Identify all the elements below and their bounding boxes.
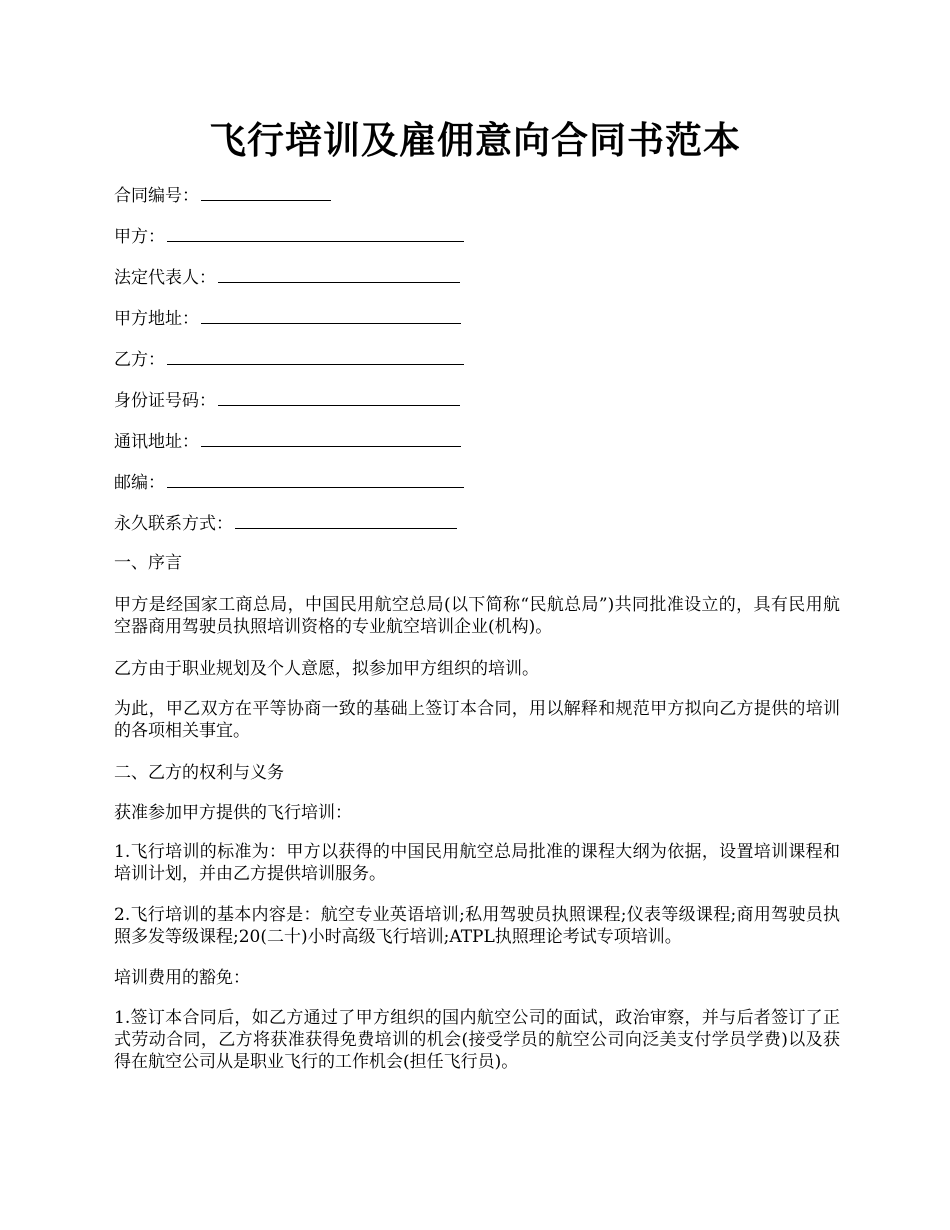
field-party-b <box>114 347 464 371</box>
paragraph: 培训费用的豁免： <box>114 968 250 988</box>
field-postcode <box>114 470 464 494</box>
paragraph: 1.飞行培训的标准为：甲方以获得的中国民用航空总局批准的课程大纲为依据，设置培训课程和培训计划，并由乙方提供培训服务。 <box>114 842 840 884</box>
paragraph: 获准参加甲方提供的飞行培训： <box>114 803 352 823</box>
field-blank-line[interactable] <box>167 224 464 242</box>
section-heading-rights: 二、乙方的权利与义务 <box>114 763 284 783</box>
field-blank-line[interactable] <box>167 470 464 488</box>
field-contract-number <box>114 183 331 207</box>
paragraph: 甲方是经国家工商总局，中国民用航空总局(以下简称“民航总局”)共同批准设立的，具有民用航空器商用驾驶员执照培训资格的专业航空培训企业(机构)。 <box>114 595 840 637</box>
field-mailing-address <box>114 429 461 453</box>
document-title: 飞行培训及雇佣意向合同书范本 <box>209 118 741 162</box>
field-label: 邮编： <box>114 473 165 493</box>
field-blank-line[interactable] <box>201 306 461 324</box>
field-permanent-contact <box>114 511 457 535</box>
field-label: 通讯地址： <box>114 432 199 452</box>
paragraph: 2.飞行培训的基本内容是：航空专业英语培训;私用驾驶员执照课程;仪表等级课程;商用驾驶员执照多发等级课程;20(二十)小时高级飞行培训;ATPL执照理论考试专项培训。 <box>114 905 840 947</box>
field-party-a-address <box>114 306 461 330</box>
field-label: 甲方： <box>114 227 165 247</box>
field-label: 乙方： <box>114 350 165 370</box>
field-blank-line[interactable] <box>218 265 460 283</box>
field-blank-line[interactable] <box>167 347 464 365</box>
paragraph: 乙方由于职业规划及个人意愿，拟参加甲方组织的培训。 <box>114 659 539 679</box>
field-blank-line[interactable] <box>201 183 331 201</box>
field-label: 合同编号： <box>114 186 199 206</box>
field-party-a <box>114 224 464 248</box>
section-heading-preface: 一、序言 <box>114 553 182 573</box>
field-label: 永久联系方式： <box>114 514 233 534</box>
field-blank-line[interactable] <box>235 511 457 529</box>
field-label: 身份证号码： <box>114 391 216 411</box>
field-legal-representative <box>114 265 460 289</box>
paragraph: 1.签订本合同后，如乙方通过了甲方组织的国内航空公司的面试，政治审察，并与后者签订了正式劳动合同，乙方将获准获得免费培训的机会(接受学员的航空公司向泛美支付学员学费)以及获得在航空公司从是职业飞行的工作机会(担任飞行员)。 <box>114 1008 840 1072</box>
field-label: 法定代表人： <box>114 268 216 288</box>
field-label: 甲方地址： <box>114 309 199 329</box>
field-id-number <box>114 388 460 412</box>
field-blank-line[interactable] <box>201 429 461 447</box>
field-blank-line[interactable] <box>218 388 460 406</box>
paragraph: 为此，甲乙双方在平等协商一致的基础上签订本合同，用以解释和规范甲方拟向乙方提供的培训的各项相关事宜。 <box>114 699 840 741</box>
